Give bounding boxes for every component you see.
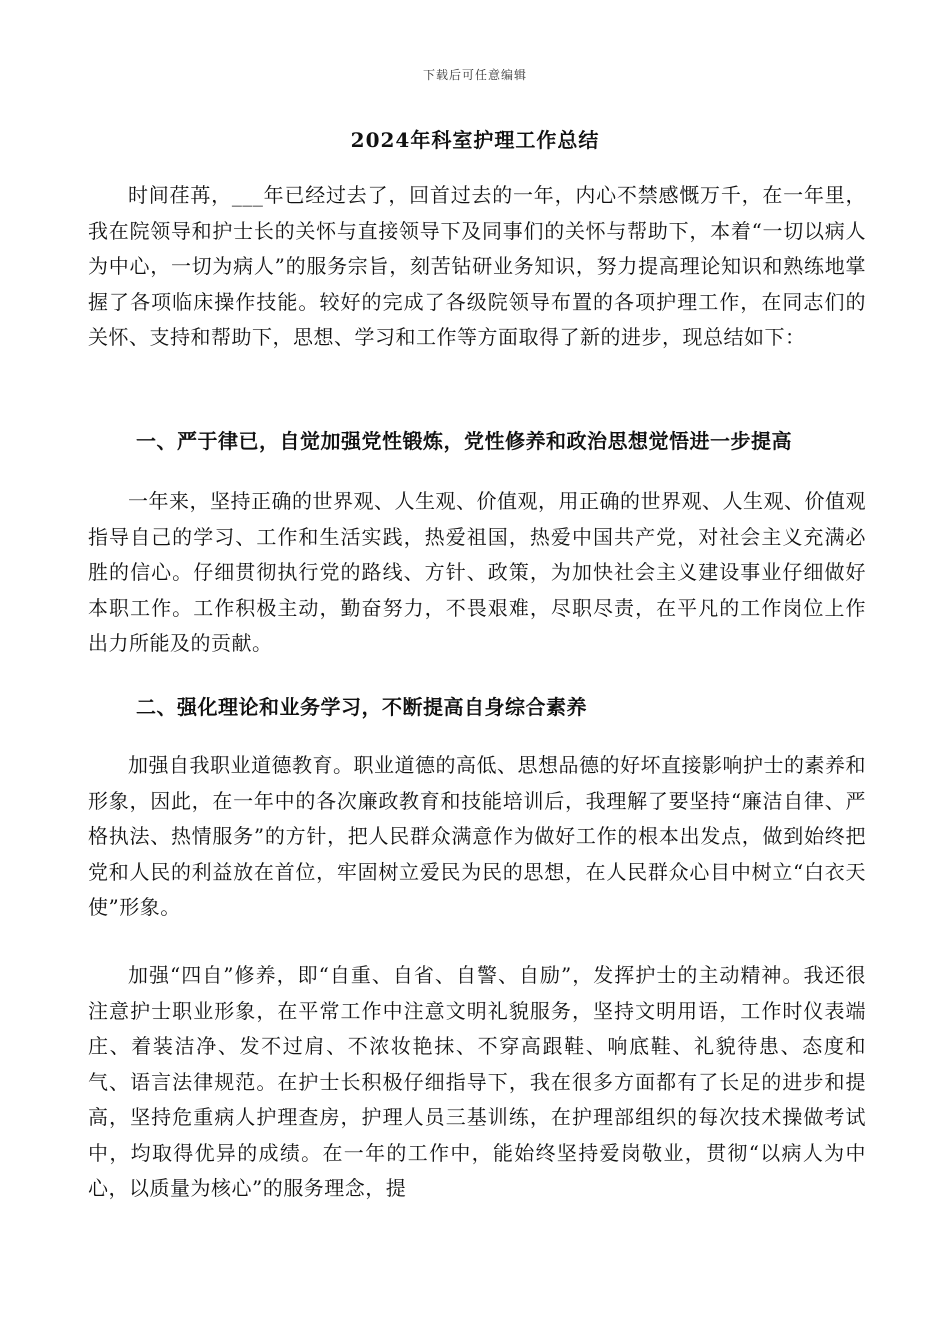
section-1-paragraph: 一年来，坚持正确的世界观、人生观、价值观，用正确的世界观、人生观、价值观指导自己的学习、工作和生活实践，热爱祖国，热爱中国共产党，对社会主义充满必胜的信心。仔细贯彻执行党的路线、方针、政策，为加快社会主义建设事业仔细做好本职工作。工作积极主动，勤奋努力，不畏艰难，尽职尽责，在平凡的工作岗位上作出力所能及的贡献。: [88, 489, 866, 655]
section-2-heading: 二、强化理论和业务学习，不断提高自身综合素养: [136, 695, 587, 719]
section-2-paragraph-2: 加强“四自”修养，即“自重、自省、自警、自励”，发挥护士的主动精神。我还很注意护士职业形象，在平常工作中注意文明礼貌服务，坚持文明用语，工作时仪表端庄、着装洁净、发不过肩、不浓妆艳抹、不穿高跟鞋、响底鞋、礼貌待患、态度和气、语言法律规范。在护士长积极仔细指导下，我在很多方面都有了长足的进步和提高，坚持危重病人护理查房，护理人员三基训练，在护理部组织的每次技术操做考试中，均取得优异的成绩。在一年的工作中，能始终坚持爱岗敬业，贯彻“以病人为中心，以质量为核心”的服务理念，提: [88, 963, 866, 1200]
section-1-heading: 一、严于律已，自觉加强党性锻炼，党性修养和政治思想觉悟进一步提高: [136, 429, 792, 453]
document-title: 2024年科室护理工作总结: [350, 128, 600, 152]
header-note: 下载后可任意编辑: [422, 68, 527, 82]
section-2-paragraph-1: 加强自我职业道德教育。职业道德的高低、思想品德的好坏直接影响护士的素养和形象，因此，在一年中的各次廉政教育和技能培训后，我理解了要坚持“廉洁自律、严格执法、热情服务”的方针，把人民群众满意作为做好工作的根本出发点，做到始终把党和人民的利益放在首位，牢固树立爱民为民的思想，在人民群众心目中树立“白衣天使”形象。: [88, 753, 866, 919]
intro-paragraph: 时间荏苒，___年已经过去了，回首过去的一年，内心不禁感慨万千，在一年里，我在院领导和护士长的关怀与直接领导下及同事们的关怀与帮助下，本着“一切以病人为中心，一切为病人”的服务宗旨，刻苦钻研业务知识，努力提高理论知识和熟练地掌握了各项临床操作技能。较好的完成了各级院领导布置的各项护理工作，在同志们的关怀、支持和帮助下，思想、学习和工作等方面取得了新的进步，现总结如下：: [88, 183, 866, 349]
